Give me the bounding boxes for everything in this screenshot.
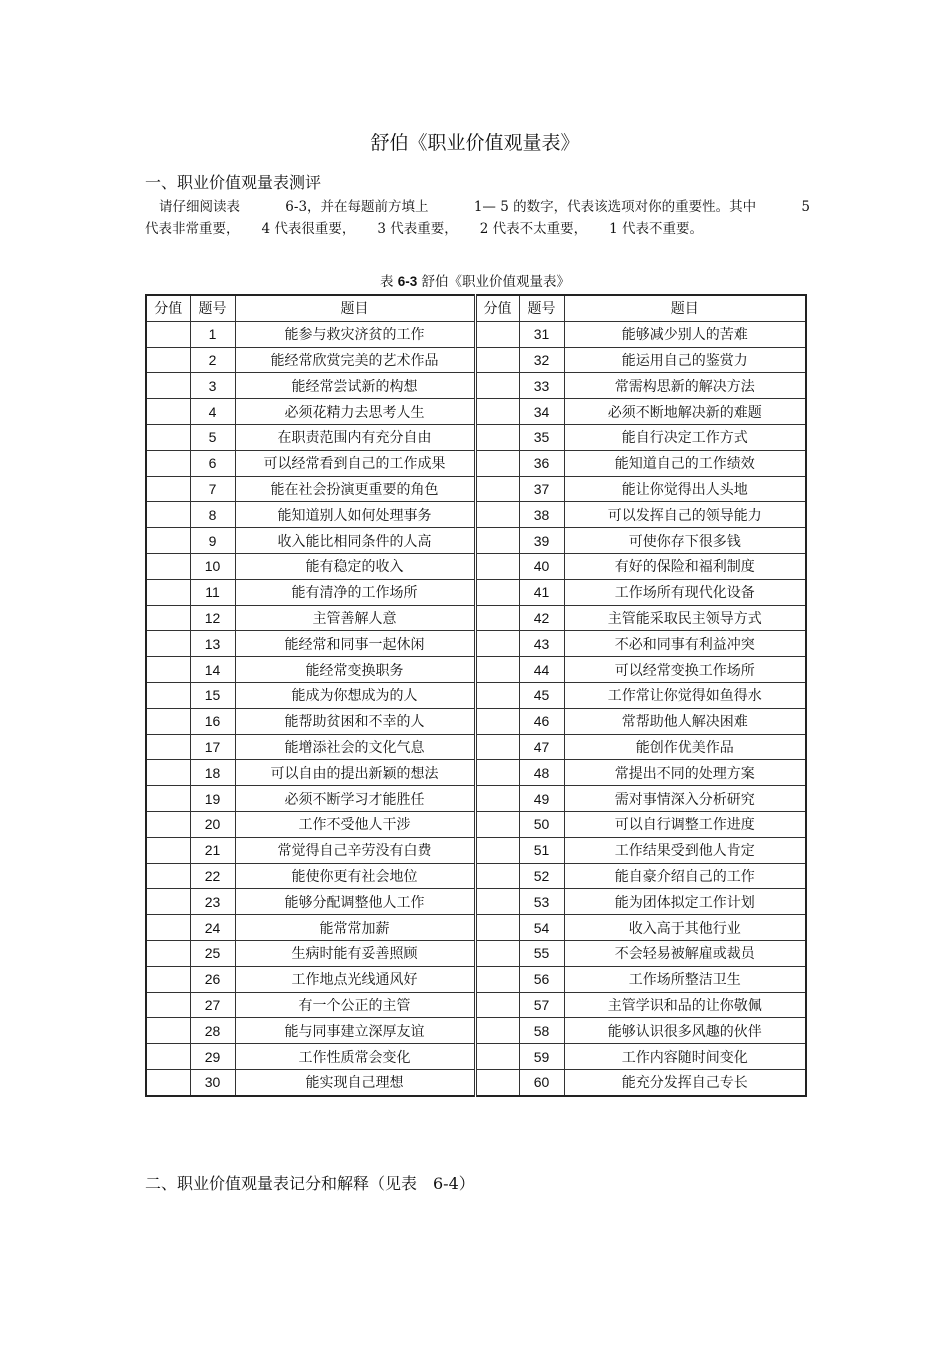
score-cell[interactable]	[475, 1018, 519, 1044]
number-cell: 14	[190, 657, 235, 683]
score-cell[interactable]	[146, 837, 190, 863]
item-cell: 生病时能有妥善照顾	[235, 940, 475, 966]
number-cell: 35	[519, 424, 564, 450]
item-cell: 能自豪介绍自己的工作	[564, 863, 806, 889]
value-scale-table	[145, 294, 807, 1097]
item-cell: 可以经常看到自己的工作成果	[235, 450, 475, 476]
number-cell: 10	[190, 553, 235, 579]
score-cell[interactable]	[475, 424, 519, 450]
score-cell[interactable]	[475, 682, 519, 708]
item-cell: 必须不断学习才能胜任	[235, 786, 475, 812]
item-cell: 工作性质常会变化	[235, 1044, 475, 1070]
score-cell[interactable]	[475, 657, 519, 683]
table-row	[146, 682, 806, 708]
number-cell: 11	[190, 579, 235, 605]
number-cell: 7	[190, 476, 235, 502]
score-cell[interactable]	[146, 528, 190, 554]
table-row	[146, 863, 806, 889]
score-cell[interactable]	[146, 708, 190, 734]
header-number: 题号	[519, 295, 564, 321]
number-cell: 34	[519, 399, 564, 425]
score-cell[interactable]	[146, 786, 190, 812]
table-header-row	[146, 295, 806, 321]
table-row	[146, 734, 806, 760]
item-cell: 能参与救灾济贫的工作	[235, 321, 475, 347]
number-cell: 33	[519, 373, 564, 399]
number-cell: 26	[190, 966, 235, 992]
table-row	[146, 940, 806, 966]
number-cell: 5	[190, 424, 235, 450]
number-cell: 9	[190, 528, 235, 554]
score-cell[interactable]	[475, 889, 519, 915]
item-cell: 能经常和同事一起休闲	[235, 631, 475, 657]
intro-text: 请仔细阅读表	[159, 199, 240, 215]
table-row	[146, 1069, 806, 1095]
table-row	[146, 528, 806, 554]
item-cell: 工作常让你觉得如鱼得水	[564, 682, 806, 708]
score-cell[interactable]	[146, 889, 190, 915]
number-cell: 4	[190, 399, 235, 425]
score-cell[interactable]	[146, 760, 190, 786]
item-cell: 工作地点光线通风好	[235, 966, 475, 992]
score-cell[interactable]	[146, 579, 190, 605]
number-cell: 60	[519, 1069, 564, 1095]
number-cell: 18	[190, 760, 235, 786]
item-cell: 能创作优美作品	[564, 734, 806, 760]
item-cell: 主管能采取民主领导方式	[564, 605, 806, 631]
score-cell[interactable]	[475, 321, 519, 347]
number-cell: 27	[190, 992, 235, 1018]
item-cell: 能与同事建立深厚友谊	[235, 1018, 475, 1044]
table-row	[146, 321, 806, 347]
number-cell: 45	[519, 682, 564, 708]
item-cell: 可使你存下很多钱	[564, 528, 806, 554]
item-cell: 能增添社会的文化气息	[235, 734, 475, 760]
item-cell: 能成为你想成为的人	[235, 682, 475, 708]
score-cell[interactable]	[146, 811, 190, 837]
score-cell[interactable]	[146, 605, 190, 631]
score-cell[interactable]	[475, 373, 519, 399]
score-cell[interactable]	[146, 992, 190, 1018]
number-cell: 19	[190, 786, 235, 812]
item-cell: 能在社会扮演更重要的角色	[235, 476, 475, 502]
table-row	[146, 476, 806, 502]
score-cell[interactable]	[475, 837, 519, 863]
item-cell: 能实现自己理想	[235, 1069, 475, 1095]
score-cell[interactable]	[146, 553, 190, 579]
number-cell: 38	[519, 502, 564, 528]
item-cell: 不会轻易被解雇或裁员	[564, 940, 806, 966]
intro-text: 代表非常重要，	[145, 221, 240, 237]
score-cell[interactable]	[146, 940, 190, 966]
table-row	[146, 889, 806, 915]
number-cell: 40	[519, 553, 564, 579]
item-cell: 常觉得自己辛劳没有白费	[235, 837, 475, 863]
item-cell: 可以经常变换工作场所	[564, 657, 806, 683]
number-cell: 22	[190, 863, 235, 889]
score-cell[interactable]	[475, 1044, 519, 1070]
caption-prefix: 表	[379, 274, 394, 290]
item-cell: 能知道别人如何处理事务	[235, 502, 475, 528]
number-cell: 42	[519, 605, 564, 631]
score-cell[interactable]	[146, 734, 190, 760]
table-row	[146, 811, 806, 837]
score-cell[interactable]	[146, 966, 190, 992]
item-cell: 常提出不同的处理方案	[564, 760, 806, 786]
item-cell: 工作场所整洁卫生	[564, 966, 806, 992]
number-cell: 3	[190, 373, 235, 399]
table-row	[146, 992, 806, 1018]
number-cell: 21	[190, 837, 235, 863]
item-cell: 在职责范围内有充分自由	[235, 424, 475, 450]
header-score: 分值	[475, 295, 519, 321]
intro-text: 5	[801, 199, 810, 215]
item-cell: 可以发挥自己的领导能力	[564, 502, 806, 528]
intro-text: 3 代表重要，	[377, 221, 458, 237]
number-cell: 15	[190, 682, 235, 708]
number-cell: 28	[190, 1018, 235, 1044]
item-cell: 能经常尝试新的构想	[235, 373, 475, 399]
number-cell: 31	[519, 321, 564, 347]
table-row	[146, 399, 806, 425]
number-cell: 56	[519, 966, 564, 992]
number-cell: 23	[190, 889, 235, 915]
table-caption	[0, 270, 950, 290]
score-cell[interactable]	[475, 476, 519, 502]
score-cell[interactable]	[475, 631, 519, 657]
score-cell[interactable]	[475, 940, 519, 966]
number-cell: 30	[190, 1069, 235, 1095]
table-row	[146, 657, 806, 683]
item-cell: 能自行决定工作方式	[564, 424, 806, 450]
score-cell[interactable]	[146, 424, 190, 450]
number-cell: 29	[190, 1044, 235, 1070]
header-item: 题目	[564, 295, 806, 321]
item-cell: 收入高于其他行业	[564, 915, 806, 941]
table-row	[146, 915, 806, 941]
header-score: 分值	[146, 295, 190, 321]
item-cell: 能知道自己的工作绩效	[564, 450, 806, 476]
table-row	[146, 605, 806, 631]
number-cell: 8	[190, 502, 235, 528]
score-cell[interactable]	[475, 915, 519, 941]
header-item: 题目	[235, 295, 475, 321]
table-row	[146, 786, 806, 812]
item-cell: 可以自由的提出新颖的想法	[235, 760, 475, 786]
item-cell: 有好的保险和福利制度	[564, 553, 806, 579]
item-cell: 能让你觉得出人头地	[564, 476, 806, 502]
table-row	[146, 579, 806, 605]
table-row	[146, 347, 806, 373]
item-cell: 可以自行调整工作进度	[564, 811, 806, 837]
score-cell[interactable]	[475, 502, 519, 528]
number-cell: 36	[519, 450, 564, 476]
score-cell[interactable]	[475, 760, 519, 786]
score-cell[interactable]	[146, 657, 190, 683]
section-heading-2: 二、职业价值观量表记分和解释（见表 6-4）	[145, 1174, 475, 1193]
intro-text: 1 代表不重要。	[609, 221, 704, 237]
item-cell: 能够减少别人的苦难	[564, 321, 806, 347]
item-cell: 能运用自己的鉴赏力	[564, 347, 806, 373]
number-cell: 37	[519, 476, 564, 502]
number-cell: 51	[519, 837, 564, 863]
item-cell: 有一个公正的主管	[235, 992, 475, 1018]
intro-text: 6-3，并在每题前方填上	[285, 199, 429, 215]
score-cell[interactable]	[475, 399, 519, 425]
item-cell: 能够分配调整他人工作	[235, 889, 475, 915]
number-cell: 49	[519, 786, 564, 812]
item-cell: 主管学识和品的让你敬佩	[564, 992, 806, 1018]
score-cell[interactable]	[146, 1044, 190, 1070]
score-cell[interactable]	[475, 347, 519, 373]
score-cell[interactable]	[475, 708, 519, 734]
item-cell: 常帮助他人解决困难	[564, 708, 806, 734]
number-cell: 44	[519, 657, 564, 683]
table-row	[146, 373, 806, 399]
table-row	[146, 424, 806, 450]
number-cell: 50	[519, 811, 564, 837]
item-cell: 需对事情深入分析研究	[564, 786, 806, 812]
score-cell[interactable]	[475, 579, 519, 605]
number-cell: 59	[519, 1044, 564, 1070]
intro-text: 2 代表不太重要，	[479, 221, 588, 237]
number-cell: 46	[519, 708, 564, 734]
table-row	[146, 760, 806, 786]
item-cell: 收入能比相同条件的人高	[235, 528, 475, 554]
number-cell: 55	[519, 940, 564, 966]
score-cell[interactable]	[475, 992, 519, 1018]
item-cell: 必须不断地解决新的难题	[564, 399, 806, 425]
score-cell[interactable]	[146, 1018, 190, 1044]
intro-text: 1— 5 的数字，代表该选项对你的重要性。其中	[473, 199, 757, 215]
score-cell[interactable]	[146, 682, 190, 708]
number-cell: 25	[190, 940, 235, 966]
number-cell: 1	[190, 321, 235, 347]
page-title: 舒伯《职业价值观量表》	[370, 132, 580, 154]
number-cell: 43	[519, 631, 564, 657]
number-cell: 47	[519, 734, 564, 760]
score-cell[interactable]	[475, 1069, 519, 1095]
item-cell: 能经常变换职务	[235, 657, 475, 683]
number-cell: 57	[519, 992, 564, 1018]
number-cell: 58	[519, 1018, 564, 1044]
table-row	[146, 553, 806, 579]
item-cell: 能帮助贫困和不幸的人	[235, 708, 475, 734]
number-cell: 16	[190, 708, 235, 734]
item-cell: 工作内容随时间变化	[564, 1044, 806, 1070]
number-cell: 24	[190, 915, 235, 941]
number-cell: 13	[190, 631, 235, 657]
number-cell: 12	[190, 605, 235, 631]
score-cell[interactable]	[146, 399, 190, 425]
score-cell[interactable]	[475, 811, 519, 837]
number-cell: 2	[190, 347, 235, 373]
table-row	[146, 1018, 806, 1044]
score-cell[interactable]	[475, 553, 519, 579]
number-cell: 54	[519, 915, 564, 941]
intro-line-2	[145, 218, 810, 240]
table-row	[146, 966, 806, 992]
score-cell[interactable]	[146, 321, 190, 347]
item-cell: 工作场所有现代化设备	[564, 579, 806, 605]
score-cell[interactable]	[146, 373, 190, 399]
item-cell: 能为团体拟定工作计划	[564, 889, 806, 915]
score-cell[interactable]	[146, 863, 190, 889]
item-cell: 能充分发挥自己专长	[564, 1069, 806, 1095]
item-cell: 能常常加薪	[235, 915, 475, 941]
item-cell: 常需构思新的解决方法	[564, 373, 806, 399]
number-cell: 20	[190, 811, 235, 837]
number-cell: 39	[519, 528, 564, 554]
item-cell: 工作不受他人干涉	[235, 811, 475, 837]
score-cell[interactable]	[146, 502, 190, 528]
number-cell: 32	[519, 347, 564, 373]
intro-line-1	[145, 196, 810, 218]
score-cell[interactable]	[475, 966, 519, 992]
score-cell[interactable]	[475, 786, 519, 812]
number-cell: 52	[519, 863, 564, 889]
table-row	[146, 450, 806, 476]
score-cell[interactable]	[475, 528, 519, 554]
item-cell: 能够认识很多风趣的伙伴	[564, 1018, 806, 1044]
score-cell[interactable]	[146, 915, 190, 941]
number-cell: 17	[190, 734, 235, 760]
score-cell[interactable]	[146, 347, 190, 373]
score-cell[interactable]	[146, 450, 190, 476]
table-row	[146, 708, 806, 734]
score-cell[interactable]	[146, 476, 190, 502]
item-cell: 能有清净的工作场所	[235, 579, 475, 605]
table-row	[146, 1044, 806, 1070]
score-cell[interactable]	[475, 605, 519, 631]
score-cell[interactable]	[475, 863, 519, 889]
item-cell: 必须花精力去思考人生	[235, 399, 475, 425]
item-cell: 能有稳定的收入	[235, 553, 475, 579]
score-cell[interactable]	[475, 450, 519, 476]
item-cell: 工作结果受到他人肯定	[564, 837, 806, 863]
score-cell[interactable]	[146, 631, 190, 657]
intro-paragraph	[145, 196, 810, 240]
table-row	[146, 837, 806, 863]
section-heading-1: 一、职业价值观量表测评	[145, 173, 322, 192]
intro-text: 4 代表很重要，	[261, 221, 356, 237]
score-cell[interactable]	[146, 1069, 190, 1095]
number-cell: 48	[519, 760, 564, 786]
caption-number: 6-3	[397, 274, 418, 289]
table-row	[146, 631, 806, 657]
item-cell: 能经常欣赏完美的艺术作品	[235, 347, 475, 373]
header-number: 题号	[190, 295, 235, 321]
number-cell: 53	[519, 889, 564, 915]
item-cell: 主管善解人意	[235, 605, 475, 631]
item-cell: 不必和同事有利益冲突	[564, 631, 806, 657]
number-cell: 6	[190, 450, 235, 476]
table-row	[146, 502, 806, 528]
caption-name: 舒伯《职业价值观量表》	[421, 274, 571, 290]
score-cell[interactable]	[475, 734, 519, 760]
number-cell: 41	[519, 579, 564, 605]
item-cell: 能使你更有社会地位	[235, 863, 475, 889]
